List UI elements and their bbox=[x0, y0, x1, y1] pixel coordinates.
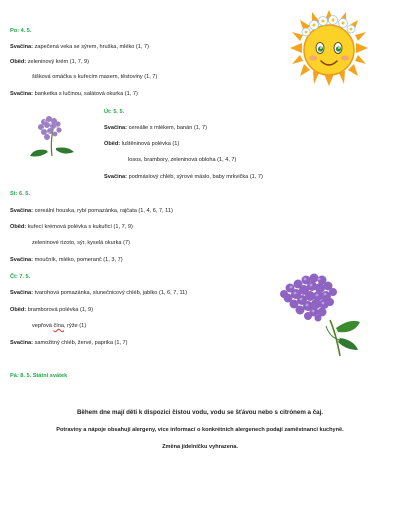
day-header-friday: Pá: 8. 5. Státní svátek bbox=[10, 373, 68, 379]
allergen-note: Potraviny a nápoje obsahují alergeny, více informací o konkrétních alergenech podají zaměstnanci kuchyně. bbox=[56, 427, 344, 433]
meal-label: Svačina: bbox=[10, 290, 34, 296]
meal-text: tvarohová pomazánka, slunečnicový chléb, jablko (1, 6, 7, 11) bbox=[34, 290, 188, 296]
meal-text: losos, brambory, zeleninová obloha (1, 4, 7) bbox=[128, 157, 237, 163]
meal-label: Svačina: bbox=[10, 208, 34, 214]
meal-text: zapečená veka se sýrem, hruška, mléko (1, 7) bbox=[34, 44, 149, 50]
meal-text-pre: vepřová bbox=[32, 323, 54, 329]
menu-row bbox=[10, 208, 173, 215]
meal-text-post: , rýže (1) bbox=[64, 323, 87, 329]
menu-row bbox=[104, 141, 179, 148]
menu-row bbox=[104, 174, 263, 181]
menu-row bbox=[10, 44, 149, 51]
menu-row bbox=[10, 290, 187, 297]
menu-row bbox=[10, 340, 128, 347]
lilac-sprig-illustration bbox=[24, 112, 80, 162]
meal-text: šišková omáčka s kuřecím masem, těstoviny (1, 7) bbox=[32, 74, 158, 80]
day-header-tuesday: Út: 5. 5. bbox=[104, 109, 125, 115]
meal-label: Oběd: bbox=[10, 224, 27, 230]
menu-row bbox=[128, 157, 236, 164]
day-header-wednesday: St: 6. 5. bbox=[10, 191, 30, 197]
meal-text: banketka s lučinou, salátová okurka (1, 7) bbox=[34, 91, 138, 97]
menu-row bbox=[104, 125, 207, 132]
meal-text: zeleninový krém (1, 7, 9) bbox=[27, 59, 89, 65]
meal-label: Svačina: bbox=[104, 125, 128, 131]
meal-label: Oběd: bbox=[104, 141, 121, 147]
menu-row bbox=[10, 307, 93, 314]
meal-text: cereální houska, rybí pomazánka, rajčata (1, 4, 6, 7, 11) bbox=[34, 208, 173, 214]
meal-text: luštěninová polévka (1) bbox=[121, 141, 180, 147]
meal-label: Svačina: bbox=[104, 174, 128, 180]
menu-row bbox=[10, 59, 89, 66]
day-header-thursday: Čt: 7. 5. bbox=[10, 274, 31, 280]
lilac-bouquet-illustration bbox=[270, 268, 368, 360]
spellcheck-word: čína bbox=[53, 323, 65, 329]
water-note: Během dne mají děti k dispozici čistou vodu, vodu se šťávou nebo s citrónem a čaj. bbox=[76, 409, 324, 416]
menu-change-note: Změna jídelníčku vyhrazena. bbox=[162, 444, 238, 450]
meal-text: samožitný chléb, žervé, paprika (1, 7) bbox=[34, 340, 128, 346]
menu-row bbox=[32, 323, 86, 330]
meal-label: Svačina: bbox=[10, 257, 34, 263]
meal-label: Oběd: bbox=[10, 307, 27, 313]
menu-row bbox=[32, 240, 130, 247]
meal-text: podmáslový chléb, sýrové máslo, baby mrkvička (1, 7) bbox=[128, 174, 263, 180]
sun-illustration bbox=[288, 8, 370, 88]
meal-label: Oběd: bbox=[10, 59, 27, 65]
day-header-monday: Po: 4. 5. bbox=[10, 28, 32, 34]
meal-label: Svačina: bbox=[10, 340, 34, 346]
menu-row bbox=[10, 257, 123, 264]
meal-text: zeleninové rizoto, sýr, kyselá okurka (7) bbox=[32, 240, 130, 246]
menu-row bbox=[10, 91, 138, 98]
meal-text: cereálie s mlékem, banán (1, 7) bbox=[128, 125, 207, 131]
meal-label: Svačina: bbox=[10, 91, 34, 97]
menu-row bbox=[10, 224, 133, 231]
meal-text: moučník, mléko, pomeranč (1, 3, 7) bbox=[34, 257, 123, 263]
menu-row bbox=[32, 74, 157, 81]
meal-text: bramborová polévka (1, 9) bbox=[27, 307, 94, 313]
meal-text: kuřecí krémová polévka s kukuřicí (1, 7, 9) bbox=[27, 224, 133, 230]
meal-label: Svačina: bbox=[10, 44, 34, 50]
